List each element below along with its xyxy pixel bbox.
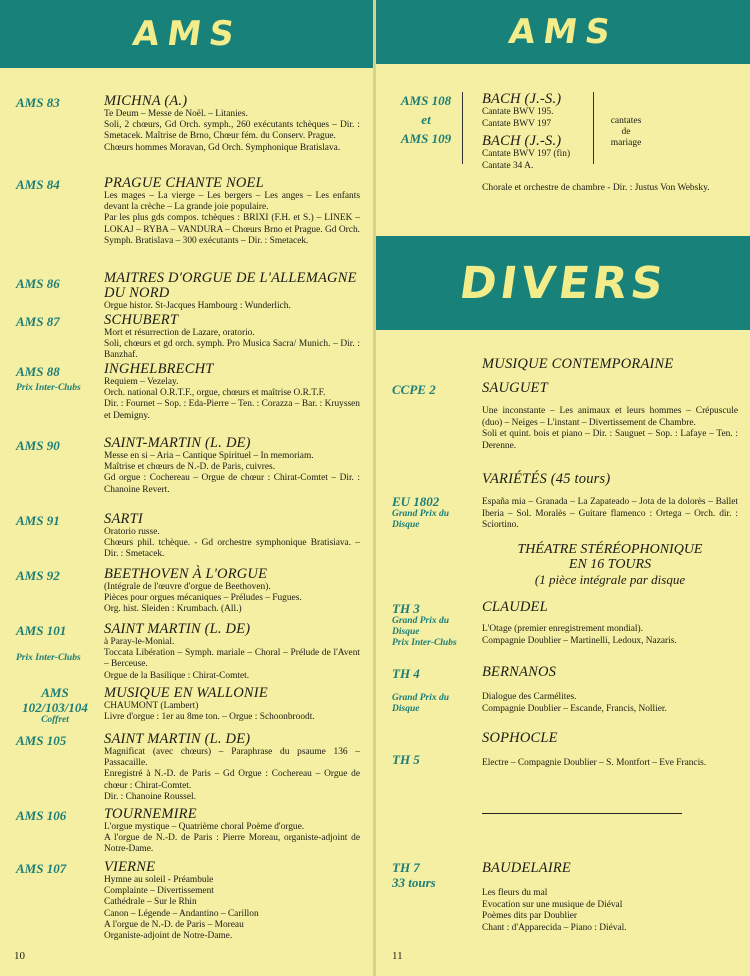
entry-title: SOPHOCLE	[482, 730, 558, 746]
catalog-entry	[104, 94, 360, 154]
page-number: 10	[14, 950, 25, 962]
catalog-entry	[104, 860, 360, 942]
catalog-code: AMS 84	[16, 177, 60, 192]
catalog-code: AMS 91	[16, 513, 60, 528]
entry-title: MAITRES D'ORGUE DE L'ALLEMAGNE DU NORD	[104, 270, 357, 301]
catalog-entry	[482, 497, 738, 532]
entry-title: BAUDELAIRE	[482, 860, 571, 876]
catalog-code: AMS 108 et AMS 109	[400, 93, 452, 146]
catalog-entry	[482, 731, 738, 770]
catalog-entry	[104, 176, 360, 247]
catalog-code: AMS 106	[16, 808, 67, 823]
catalog-entry	[104, 686, 360, 723]
catalog-code: TH 7 33 tours	[392, 860, 476, 890]
catalog-entry	[482, 861, 738, 934]
right-page	[376, 0, 750, 976]
catalog-code: AMS 83	[16, 95, 60, 110]
bach-credits: Chorale et orchestre de chambre - Dir. : Justus Von Websky.	[482, 183, 710, 193]
entry-body: Une inconstante – Les animaux et leurs hommes – Crépuscule (duo) – Neiges – L'instant – Divertissement de Chambre. Soli et quint. bois et piano – Dir. : Sauguet – Sop. : Lafaye – Ten. : Derenne.	[482, 406, 738, 451]
entry-body: Cantate BWV 195. Cantate BWV 197	[482, 107, 554, 129]
catalog-code: AMS 90	[16, 438, 60, 453]
catalog-code: CCPE 2	[392, 382, 436, 397]
catalog-entry	[482, 665, 738, 715]
catalog-entry	[104, 567, 360, 616]
catalog-entry	[104, 271, 360, 312]
catalog-entry	[482, 600, 738, 647]
catalog-entry	[482, 472, 738, 487]
divider-line	[462, 92, 463, 164]
catalog-entry	[482, 92, 592, 172]
entry-title: VIERNE	[104, 859, 156, 875]
catalog-entry	[482, 381, 738, 452]
boxset-label: Coffret	[41, 715, 69, 725]
side-note: cantates de mariage	[610, 116, 642, 148]
entry-body: à Paray-le-Monial. Toccata Libération – Symph. mariale – Choral – Prélude de l'Avent – Berceuse. Orgue de la Basilique : Chirat-Comtet.	[104, 637, 360, 681]
entry-body: Les mages – La vierge – Les bergers – Les anges – Les enfants devant la crèche – La grande joie populaire. Par les plus gds compos. tchèques : BRIXI (F.H. et S.) – LINEK – LOKAJ – RYBA – VANDURA – Chœurs Brno et Prague. Gd Orch. Symph. Bratislava – 300 exécutants – Dir. : Smetacek.	[104, 191, 360, 246]
section-heading: MUSIQUE CONTEMPORAINE	[482, 356, 674, 372]
catalog-code: AMS 87	[16, 314, 60, 329]
catalog-code: AMS 86	[16, 276, 60, 291]
format-label: 33 tours	[392, 875, 436, 890]
entry-title: MICHNA (A.)	[104, 93, 188, 109]
catalog-entry	[104, 732, 360, 803]
catalog-code: EU 1802 Grand Prix du Disque	[392, 494, 476, 531]
entry-body: CHAUMONT (Lambert) Livre d'orgue : 1er au 8me ton. – Orgue : Schoonbroodt.	[104, 701, 315, 723]
theatre-heading: THÉATRE STÉRÉOPHONIQUE EN 16 TOURS (1 pièce intégrale par disque	[517, 542, 703, 587]
entry-body: Les fleurs du mal Evocation sur une musique de Diéval Poèmes dits par Doublier Chant : d'Apparecida – Piano : Diéval.	[482, 888, 627, 933]
entry-title: CLAUDEL	[482, 599, 548, 615]
entry-body: (Intégrale de l'œuvre d'orgue de Beethoven). Pièces pour orgues mécaniques – Préludes – Fugues. Org. hist. Sleiden : Krumbach. (All.)	[104, 582, 302, 615]
catalog-code: TH 4 Grand Prix du Disque	[392, 666, 476, 715]
award-label: Prix Inter-Clubs	[16, 383, 81, 393]
catalog-code: TH 3 Grand Prix du Disque Prix Inter-Clubs	[392, 601, 476, 649]
entry-title: SCHUBERT	[104, 312, 179, 328]
entry-body: L'orgue mystique – Quatrième choral Poème d'orgue. A l'orgue de N.-D. de Paris : Pierre Moreau, organiste-adjoint de Notre-Dame.	[104, 822, 360, 855]
entry-body: Messe en si – Aria – Cantique Spirituel – In memoriam. Maîtrise et chœurs de N.-D. de Paris, cuivres. Gd orgue : Cochereau – Orgue de chœur : Chirat-Comtet – Dir. : Chanoine Revert.	[104, 451, 360, 495]
award-label: Grand Prix du Disque	[392, 693, 450, 714]
entry-body: Magnificat (avec chœurs) – Paraphrase du psaume 136 – Passacaille. Enregistré à N.-D. de Paris – Gd Orgue : Cochereau – Orgue de chœur : Chirat-Comtet. Dir. : Chanoine Roussel.	[104, 747, 360, 802]
ams-banner-left	[0, 0, 374, 68]
catalog-code: AMS 101 Prix Inter-Clubs	[16, 623, 96, 664]
entry-title: BACH (J.-S.)	[482, 133, 562, 149]
entry-body: Mort et résurrection de Lazare, oratorio. Soli, chœurs et gd orch. symph. Pro Musica Sacra/ Munich. – Dir. : Banzhaf.	[104, 328, 360, 361]
catalog-entry	[104, 436, 360, 496]
entry-title: BERNANOS	[482, 664, 557, 680]
catalog-entry	[104, 313, 360, 362]
award-label: Prix Inter-Clubs	[16, 653, 81, 663]
catalog-code: AMS 92	[16, 568, 60, 583]
catalog-code: AMS 102/103/104 Coffret	[12, 685, 98, 726]
catalog-code: AMS 88 Prix Inter-Clubs	[16, 364, 96, 394]
entry-body: Te Deum – Messe de Noël. – Litanies. Soli, 2 chœurs, Gd Orch. symph., 260 exécutants tchèques – Dir. : Smetacek. Maîtrise de Brno, Chœur fém. du Conserv. Prague. Chœurs hommes Moravan, Gd Orch. Symphonique Bratislava.	[104, 109, 360, 153]
section-divider	[482, 813, 682, 814]
entry-title: SAINT MARTIN (L. DE)	[104, 731, 251, 747]
entry-title: SAINT-MARTIN (L. DE)	[104, 435, 251, 451]
catalog-entry	[104, 807, 360, 856]
entry-title: TOURNEMIRE	[104, 806, 197, 822]
entry-title: VARIÉTÉS (45 tours)	[482, 471, 611, 487]
catalog-entry	[104, 622, 360, 682]
award-label: Grand Prix du Disque	[392, 509, 450, 530]
award-label: Grand Prix du Disque Prix Inter-Clubs	[392, 616, 457, 648]
entry-title: SARTI	[104, 511, 143, 527]
page-number: 11	[392, 950, 403, 962]
left-page	[0, 0, 374, 976]
banner-title: AMS	[505, 12, 621, 52]
catalog-code: TH 5	[392, 752, 420, 767]
entry-body: Requiem – Vezelay. Orch. national O.R.T.F., orgue, chœurs et maîtrise O.R.T.F. Dir. : Fournet – Sop. : Eda-Pierre – Ten. : Corazza – Bar. : Kruyssen et Demigny.	[104, 377, 360, 421]
entry-body: Orgue histor. St-Jacques Hambourg : Wunderlich.	[104, 301, 291, 311]
catalog-code: AMS 107	[16, 861, 67, 876]
entry-title: MUSIQUE EN WALLONIE	[104, 685, 268, 701]
ams-banner-right	[376, 0, 750, 64]
divider-line	[593, 92, 594, 164]
catalog-entry	[104, 362, 360, 422]
catalog-code: AMS 105	[16, 733, 67, 748]
entry-body: España mia – Granada – La Zapateado – Jota de la dolorès – Ballet Iberia – Sol. Moralès – Guitare flamenco : Ortega – Orch. dir. : Sciortino.	[482, 497, 738, 530]
banner-title: AMS	[129, 14, 245, 54]
entry-body: L'Otage (premier enregistrement mondial). Compagnie Doublier – Martinelli, Ledoux, Nazaris.	[482, 624, 677, 646]
entry-title: SAINT MARTIN (L. DE)	[104, 621, 251, 637]
divers-banner	[376, 236, 750, 330]
entry-title: SAUGUET	[482, 380, 548, 396]
entry-body: Oratorio russe. Chœurs phil. tchèque. - Gd orchestre symphonique Bratisiava. – Dir. : Smetacek.	[104, 527, 360, 560]
entry-title: BACH (J.-S.)	[482, 91, 562, 107]
entry-body: Dialogue des Carmélites. Compagnie Doublier – Escande, Francis, Nollier.	[482, 692, 667, 714]
entry-body: Hymne au soleil - Préambule Complainte – Divertissement Cathédrale – Sur le Rhin Canon – Légende – Andantino – Carillon A l'orgue de N.-D. de Paris – Moreau Organiste-adjoint de Notre-Dame.	[104, 875, 259, 942]
entry-body: Electre – Compagnie Doublier – S. Montfort – Eve Francis.	[482, 758, 707, 768]
entry-title: PRAGUE CHANTE NOEL	[104, 175, 264, 191]
entry-title: INGHELBRECHT	[104, 361, 214, 377]
catalog-entry	[104, 512, 360, 561]
banner-title: DIVERS	[456, 257, 670, 309]
entry-title: BEETHOVEN À L'ORGUE	[104, 566, 268, 582]
entry-body: Cantate BWV 197 (fin) Cantate 34 A.	[482, 149, 571, 171]
